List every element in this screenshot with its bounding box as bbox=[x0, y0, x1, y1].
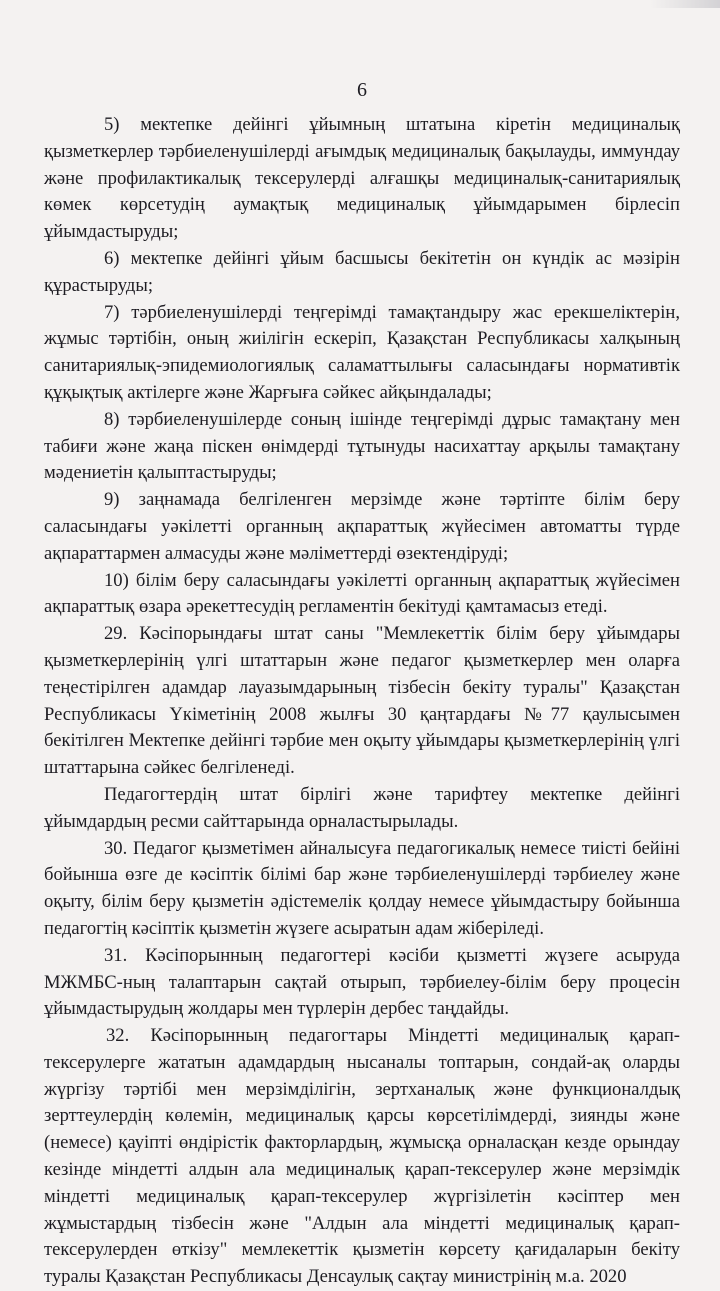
paragraph-item-5: 5) мектепке дейінгі ұйымның штатына кіретін медициналық қызметкерлер тәрбиеленушілерді ағымдық медициналық бақылауды, иммундау және профилактикалық тексерулерді алғашқы медициналық-санитариялық көмек көрсетудің аумақтық медициналық ұйымдарымен бірлесіп ұйымдастыруды; bbox=[44, 114, 680, 243]
paragraph-item-7: 7) тәрбиеленушілерді теңгерімді тамақтандыру жас ерекшеліктерін, жұмыс тәртібін, оның жиілігін ескеріп, Қазақстан Республикасы халқының санитариялық-эпидемиологиялық саламаттылығы саласындағы нормативтік құқықтық актілерге және Жарғыға сәйкес айқындалады; bbox=[44, 301, 680, 403]
paragraph-clause-29: 29. Кәсіпорындағы штат саны "Мемлекеттік білім беру ұйымдары қызметкерлерінің үлгі штаттарын және педагог қызметкерлер мен оларға теңестірілген адамдар лауазымдарының тізбесін бекіту туралы" Қазақстан Республикасы Үкіметінің 2008 жылғы 30 қаңтардағы №77 қаулысымен бекітілген Мектепке дейінгі тәрбие мен оқыту ұйымдары қызметкерлерінің үлгі штаттарына сәйкес белгіленеді. bbox=[44, 623, 680, 779]
paragraph-clause-30: 30. Педагог қызметімен айналысуға педагогикалық немесе тиісті бейіні бойынша өзге де кәсіптік білімі бар және тәрбиеленушілерді тәрбиелеу және оқыту, білім беру қызметін әдістемелік қолдау немесе ұйымдастыру бойынша педагогтің кәсіптік қызметін жүзеге асыратын адам жіберіледі. bbox=[44, 837, 680, 939]
page-number: 6 bbox=[357, 79, 367, 101]
paragraph-item-8: 8) тәрбиеленушілерде соның ішінде теңгерімді дұрыс тамақтану мен табиғи және жаңа піскен өнімдерді тұтынуды насихаттау арқылы тамақтану мәдениетін қалыптастыруды; bbox=[44, 408, 680, 484]
paragraph-item-10: 10) білім беру саласындағы уәкілетті органның ақпараттық жүйесімен ақпараттық өзара әрекеттесудің регламентін бекітуді қамтамасыз етеді. bbox=[44, 569, 680, 618]
paragraph-clause-32: 32. Кәсіпорынның педагогтары Міндетті медициналық қарап-тексерулерге жататын адамдардың нысаналы топтарын, сондай-ақ оларды жүргізу тәртібі мен мерзімділігін, зертханалық және функционалдық зерттеулердің көлемін, медициналық қарсы көрсетілімдерді, зиянды және (немесе) қауіпті өндірістік факторлардың, жұмысқа орналасқан кезде орындау кезінде міндетті алдын ала медициналық қарап-тексерулер және мерзімдік міндетті медициналық қарап-тексерулер жүргізілетін кәсіптер мен жұмыстардың тізбесін және "Алдын ала міндетті медициналық қарап-тексерулерден өткізу" мемлекеттік қызметін көрсету қағидаларын бекіту туралы Қазақстан Республикасы Денсаулық сақтау министрінің м.а. 2020 bbox=[44, 1025, 680, 1288]
paragraph-item-9: 9) заңнамада белгіленген мерзімде және тәртіпте білім беру саласындағы уәкілетті органның ақпараттық жүйесімен автоматты түрде ақпараттармен алмасуды және мәліметтерді өзектендіруді; bbox=[44, 489, 680, 564]
scan-edge-mark bbox=[650, 0, 720, 8]
paragraph-clause-31: 31. Кәсіпорынның педагогтері кәсіби қызметті жүзеге асыруда МЖМБС-ның талаптарын сақтай отырып, тәрбиелеу-білім беру процесін ұйымдастырудың жолдары мен түрлерін дербес таңдайды. bbox=[44, 944, 680, 1020]
paragraph-staffing-note: Педагогтердің штат бірлігі және тарифтеу мектепке дейінгі ұйымдардың ресми сайттарында орналастырылады. bbox=[44, 783, 680, 832]
paragraph-item-6: 6) мектепке дейінгі ұйым басшысы бекітетін он күндік ас мәзірін құрастыруды; bbox=[44, 247, 680, 296]
